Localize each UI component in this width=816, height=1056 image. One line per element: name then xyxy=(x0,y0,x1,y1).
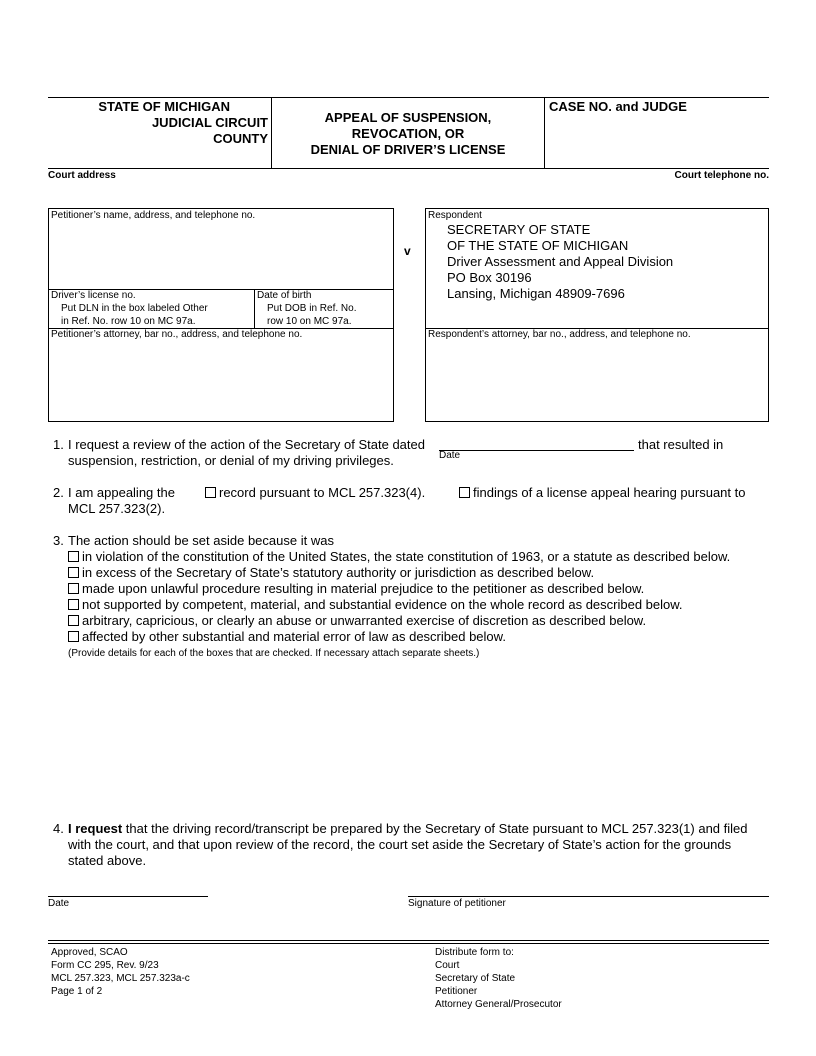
item-3-option[interactable] xyxy=(68,629,730,645)
petitioner-signature-line[interactable] xyxy=(408,896,769,897)
respondent-line-4: PO Box 30196 xyxy=(447,270,532,285)
item-3-checkbox[interactable] xyxy=(68,615,79,626)
item-3-option-label: made upon unlawful procedure resulting in material prejudice to the petitioner as described below. xyxy=(82,581,645,596)
item-3-option[interactable] xyxy=(68,597,730,613)
dl-field[interactable] xyxy=(51,290,208,328)
item-2-text-a: I am appealing the xyxy=(68,485,175,500)
item-3-checkbox[interactable] xyxy=(68,599,79,610)
footer-form-no: Form CC 295, Rev. 9/23 xyxy=(51,960,159,971)
dl-hint-2: in Ref. No. row 10 on MC 97a. xyxy=(61,316,196,327)
distribute-sos: Secretary of State xyxy=(435,973,516,984)
item-2-record-label: record pursuant to MCL 257.323(4). xyxy=(219,485,426,500)
petitioner-label: Petitioner’s name, address, and telephone no. xyxy=(51,210,256,221)
item-3-checkbox[interactable] xyxy=(68,583,79,594)
dl-label: Driver’s license no. xyxy=(51,290,136,301)
item-2-option-findings[interactable] xyxy=(459,485,745,501)
item-1-text-b: that resulted in xyxy=(638,437,724,452)
versus-label: v xyxy=(404,244,411,258)
court-telephone-label: Court telephone no. xyxy=(674,170,769,181)
item-1-text-c: suspension, restriction, or denial of my driving privileges. xyxy=(68,453,394,468)
distribute-heading: Distribute form to: xyxy=(435,947,514,958)
signature-label: Signature of petitioner xyxy=(408,898,506,909)
footer-left xyxy=(51,946,190,998)
state-label: STATE OF MICHIGAN xyxy=(98,99,230,114)
form-title xyxy=(272,110,544,158)
item-3-checkbox[interactable] xyxy=(68,631,79,642)
footer-rule-2 xyxy=(48,943,769,944)
distribute-ag: Attorney General/Prosecutor xyxy=(435,999,562,1010)
title-line-1: APPEAL OF SUSPENSION, xyxy=(324,110,492,125)
item-3-options xyxy=(68,549,730,645)
respondent-line-1: SECRETARY OF STATE xyxy=(447,222,591,237)
case-no-label: CASE NO. and JUDGE xyxy=(549,99,687,114)
dob-field[interactable] xyxy=(257,290,356,328)
respondent-label: Respondent xyxy=(428,210,482,221)
item-2-record-checkbox[interactable] xyxy=(205,487,216,498)
circuit-label: JUDICIAL CIRCUIT xyxy=(151,115,268,130)
item-2-findings-checkbox[interactable] xyxy=(459,487,470,498)
title-line-2: REVOCATION, OR xyxy=(351,126,465,141)
item-3-note: (Provide details for each of the boxes that are checked. If necessary attach separate sheets.) xyxy=(68,648,480,659)
respondent-line-2: OF THE STATE OF MICHIGAN xyxy=(447,238,629,253)
item-2-findings-label: findings of a license appeal hearing pursuant to xyxy=(473,485,746,500)
item-3-option[interactable] xyxy=(68,581,730,597)
item-3-details-area[interactable] xyxy=(68,664,768,812)
item-4-bold: I request xyxy=(68,821,123,836)
item-3-intro: The action should be set aside because it was xyxy=(68,533,334,548)
item-1-date-label: Date xyxy=(439,450,461,461)
date-label: Date xyxy=(48,898,70,909)
header-top-rule xyxy=(48,97,769,98)
item-4-text-a: that the driving record/transcript be prepared by the Secretary of State pursuant to MCL 257.323(1) and filed xyxy=(122,821,748,836)
item-3-option-label: in excess of the Secretary of State’s statutory authority or jurisdiction as described below. xyxy=(82,565,595,580)
item-4-number: 4. xyxy=(53,821,64,836)
item-2-number: 2. xyxy=(53,485,64,500)
item-3-checkbox[interactable] xyxy=(68,551,79,562)
dl-dob-divider xyxy=(254,289,255,328)
title-line-3: DENIAL OF DRIVER’S LICENSE xyxy=(310,142,506,157)
item-3-option-label: affected by other substantial and material error of law as described below. xyxy=(82,629,506,644)
respondent-line-5: Lansing, Michigan 48909-7696 xyxy=(447,286,625,301)
header-bottom-rule xyxy=(48,168,769,169)
dob-hint-1: Put DOB in Ref. No. xyxy=(267,303,357,314)
dob-label: Date of birth xyxy=(257,290,312,301)
footer-distribution xyxy=(435,946,562,1011)
item-4-text-c: stated above. xyxy=(68,853,147,868)
footer-mcl: MCL 257.323, MCL 257.323a-c xyxy=(51,973,190,984)
petitioner-attorney-label: Petitioner’s attorney, bar no., address, and telephone no. xyxy=(51,329,303,340)
footer-rule-1 xyxy=(48,940,769,941)
dl-hint-1: Put DLN in the box labeled Other xyxy=(61,303,208,314)
distribute-petitioner: Petitioner xyxy=(435,986,478,997)
date-signature-line[interactable] xyxy=(48,896,208,897)
item-3-option-label: in violation of the constitution of the United States, the state constitution of 1963, or a statute as described below. xyxy=(82,549,731,564)
item-3-option-label: arbitrary, capricious, or clearly an abuse or unwarranted exercise of discretion as described below. xyxy=(82,613,647,628)
respondent-attorney-label: Respondent’s attorney, bar no., address, and telephone no. xyxy=(428,329,691,340)
dob-hint-2: row 10 on MC 97a. xyxy=(267,316,352,327)
item-4-text-b: with the court, and that upon review of the record, the court set aside the Secretary of State’s action for the grounds xyxy=(68,837,732,852)
header-divider-2 xyxy=(544,97,545,169)
court-info xyxy=(48,99,268,147)
footer-approved: Approved, SCAO xyxy=(51,947,128,958)
court-address-label: Court address xyxy=(48,170,116,181)
item-1-text-a: I request a review of the action of the Secretary of State dated xyxy=(68,437,425,452)
item-4-paragraph xyxy=(68,821,768,869)
item-2-text-b: MCL 257.323(2). xyxy=(68,501,166,516)
item-2-option-record[interactable] xyxy=(205,485,425,501)
item-3-number: 3. xyxy=(53,533,64,548)
county-label: COUNTY xyxy=(213,131,268,146)
item-1-number: 1. xyxy=(53,437,64,452)
footer-page: Page 1 of 2 xyxy=(51,986,103,997)
item-1-date-field[interactable] xyxy=(439,450,634,451)
item-3-option-label: not supported by competent, material, and substantial evidence on the whole record as described below. xyxy=(82,597,683,612)
item-3-option[interactable] xyxy=(68,565,730,581)
item-3-option[interactable] xyxy=(68,549,730,565)
item-3-option[interactable] xyxy=(68,613,730,629)
respondent-address xyxy=(447,222,673,302)
distribute-court: Court xyxy=(435,960,460,971)
respondent-line-3: Driver Assessment and Appeal Division xyxy=(447,254,674,269)
item-3-checkbox[interactable] xyxy=(68,567,79,578)
